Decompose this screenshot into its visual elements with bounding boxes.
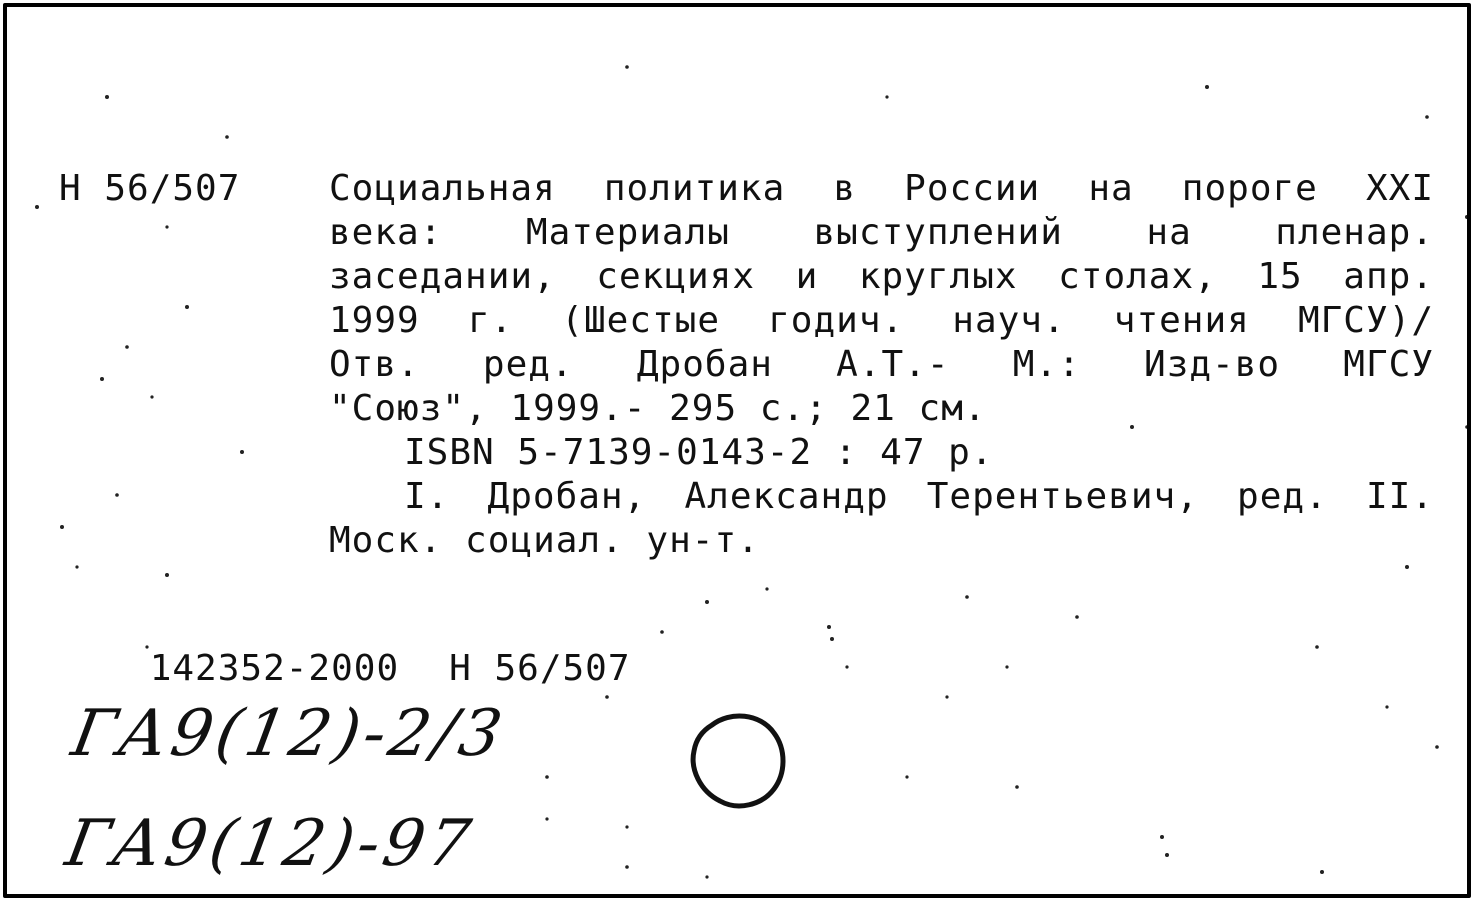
- call-number: Н 56/507: [59, 168, 241, 209]
- bibliographic-description: [329, 167, 1434, 563]
- description-line: 1999 г. (Шестые годич. науч. чтения МГСУ)/: [329, 300, 1434, 341]
- added-entries-line: Моск. социал. ун-т.: [329, 520, 760, 561]
- handwritten-shelf-mark: ГА9(12)-2/3: [66, 697, 512, 771]
- catalog-card: [3, 3, 1471, 898]
- description-line: века: Материалы выступлений на пленар.: [329, 212, 1434, 253]
- description-line: заседании, секциях и круглых столах, 15 апр.: [329, 256, 1434, 297]
- description-line: "Союз", 1999.- 295 с.; 21 см.: [329, 388, 987, 429]
- added-entries-line: I. Дробан, Александр Терентьевич, ред. II.: [404, 476, 1434, 517]
- footer-call-number: Н 56/507: [449, 648, 631, 689]
- description-line: Отв. ред. Дробан А.Т.- М.: Изд-во МГСУ: [329, 344, 1434, 385]
- description-line: Социальная политика в России на пороге XXI: [329, 168, 1434, 209]
- inventory-number: 142352-2000: [149, 648, 400, 689]
- handwritten-shelf-mark: ГА9(12)-97: [60, 807, 480, 881]
- isbn-line: ISBN 5-7139-0143-2 : 47 р.: [404, 432, 994, 473]
- hole-circle-icon: [682, 707, 797, 817]
